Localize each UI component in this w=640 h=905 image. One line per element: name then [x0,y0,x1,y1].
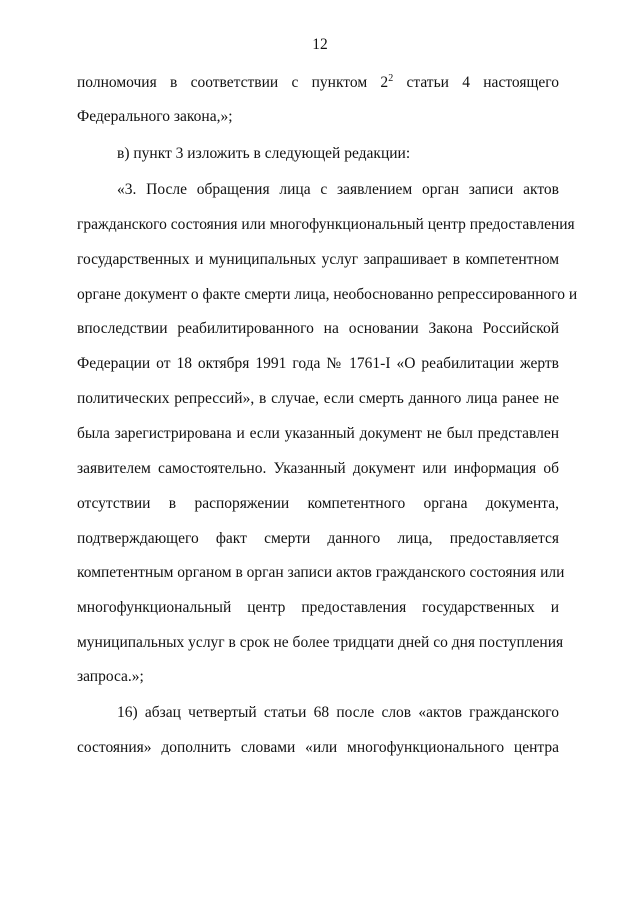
text-line: запроса.»; [77,668,144,685]
text-line: Федерального закона,»; [77,108,233,125]
text-line: в) пункт 3 изложить в следующей редакции: [117,145,411,162]
text-line-part: статьи 4 настоящего [393,74,560,91]
text-line: компетентным органом в орган записи актов гражданского состояния или [77,564,565,581]
text-line [77,73,559,93]
text-line: Федерации от 18 октября 1991 года № 1761-I «О реабилитации жертв [77,355,559,372]
text-line: органе документ о факте смерти лица, необоснованно репрессированного и [77,286,578,303]
text-line: заявителем самостоятельно. Указанный документ или информация об [77,460,559,477]
text-line: впоследствии реабилитированного на основании Закона Российской [77,320,559,337]
text-line: муниципальных услуг в срок не более тридцати дней со дня поступления [77,634,564,651]
superscript: 2 [388,72,394,84]
text-line: многофункциональный центр предоставления государственных и [77,599,559,616]
text-line: государственных и муниципальных услуг запрашивает в компетентном [77,251,559,268]
text-line: была зарегистрирована и если указанный документ не был представлен [77,425,559,442]
text-line: политических репрессий», в случае, если смерть данного лица ранее не [77,390,559,407]
text-line: отсутствии в распоряжении компетентного органа документа, [77,495,559,512]
text-line: состояния» дополнить словами «или многофункционального центра [77,739,559,756]
text-line: 16) абзац четвертый статьи 68 после слов «актов гражданского [117,704,559,721]
text-line: «3. После обращения лица с заявлением орган записи актов [117,181,559,198]
text-line: подтверждающего факт смерти данного лица, предоставляется [77,530,559,547]
text-line-part: полномочия в соответствии с пунктом 2 [77,74,389,91]
text-line: гражданского состояния или многофункциональный центр предоставления [77,216,575,233]
page-number: 12 [312,36,328,53]
